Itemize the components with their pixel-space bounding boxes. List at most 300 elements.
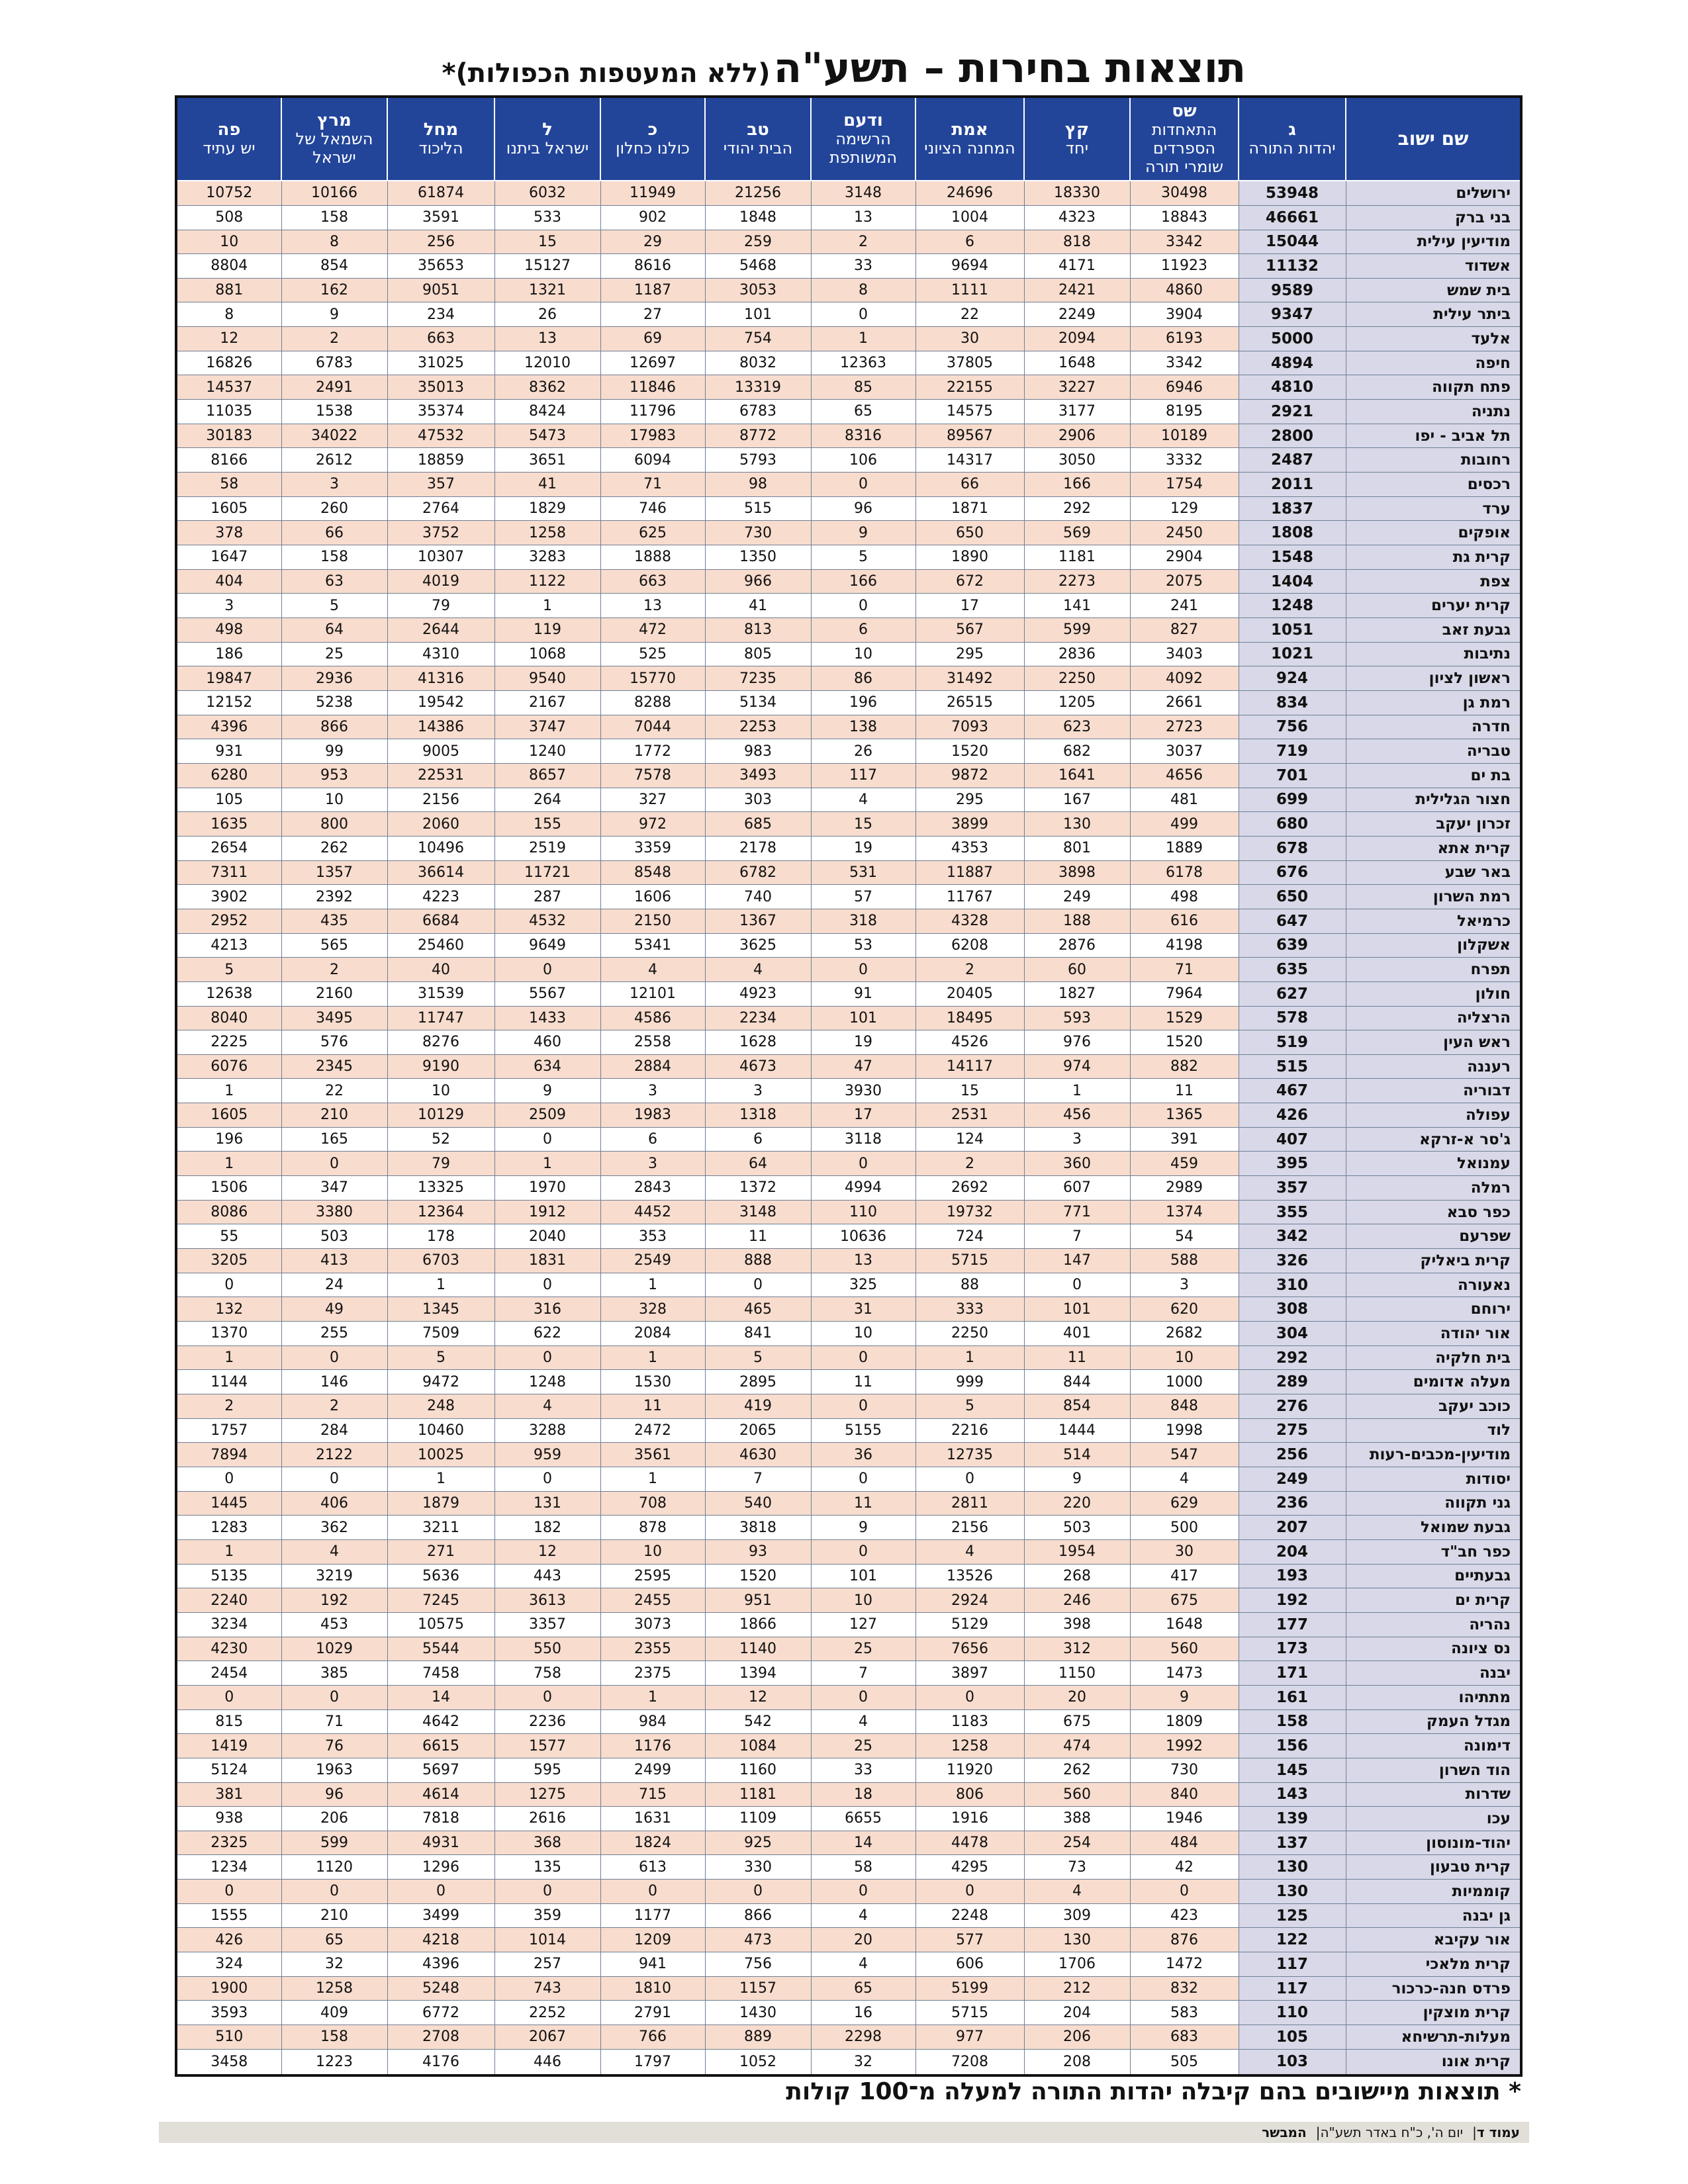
- votes-cell: 106: [811, 448, 915, 473]
- votes-cell: 841: [705, 1322, 811, 1346]
- town-name-cell: קרית מוצקין: [1346, 2001, 1521, 2025]
- votes-cell: 758: [494, 1661, 600, 1686]
- votes-cell: 25460: [387, 933, 494, 958]
- votes-cell: 357: [387, 473, 494, 497]
- votes-cell: 0: [387, 1880, 494, 1904]
- utj-votes-cell: 9589: [1239, 278, 1346, 302]
- utj-votes-cell: 275: [1239, 1418, 1346, 1443]
- votes-cell: 60: [1024, 958, 1130, 982]
- votes-cell: 4396: [176, 715, 281, 739]
- votes-cell: 32: [811, 2049, 915, 2075]
- votes-cell: 10636: [811, 1224, 915, 1249]
- votes-cell: 435: [281, 909, 387, 933]
- votes-cell: 71: [1130, 958, 1239, 982]
- town-name-cell: גבעת זאב: [1346, 618, 1521, 643]
- votes-cell: 1160: [705, 1758, 811, 1782]
- town-name-cell: ביתר עילית: [1346, 302, 1521, 327]
- votes-cell: 15127: [494, 254, 600, 279]
- utj-votes-cell: 1548: [1239, 545, 1346, 570]
- votes-cell: 2936: [281, 666, 387, 691]
- votes-cell: 1283: [176, 1516, 281, 1540]
- votes-cell: 754: [705, 327, 811, 351]
- votes-cell: 818: [1024, 230, 1130, 254]
- votes-cell: 4452: [600, 1200, 705, 1224]
- votes-cell: 6: [600, 1127, 705, 1152]
- votes-cell: 220: [1024, 1491, 1130, 1516]
- votes-cell: 3403: [1130, 642, 1239, 666]
- votes-cell: 130: [1024, 812, 1130, 837]
- votes-cell: 16: [811, 2001, 915, 2025]
- votes-cell: 844: [1024, 1370, 1130, 1394]
- table-row: [176, 1588, 1521, 1613]
- town-name-cell: נאעורה: [1346, 1273, 1521, 1297]
- votes-cell: 423: [1130, 1903, 1239, 1928]
- votes-cell: 715: [600, 1782, 705, 1807]
- votes-cell: 2234: [705, 1006, 811, 1030]
- votes-cell: 5134: [705, 690, 811, 715]
- votes-cell: 426: [176, 1928, 281, 1952]
- votes-cell: 10460: [387, 1418, 494, 1443]
- votes-cell: 2075: [1130, 569, 1239, 594]
- votes-cell: 0: [281, 1467, 387, 1491]
- votes-cell: 533: [494, 205, 600, 230]
- votes-cell: 2531: [915, 1103, 1024, 1128]
- votes-cell: 256: [387, 230, 494, 254]
- votes-cell: 1647: [176, 545, 281, 570]
- table-row: [176, 981, 1521, 1006]
- votes-cell: 1367: [705, 909, 811, 933]
- votes-cell: 806: [915, 1782, 1024, 1807]
- votes-cell: 832: [1130, 1976, 1239, 2001]
- table-row: [176, 2025, 1521, 2050]
- town-name-cell: לוד: [1346, 1418, 1521, 1443]
- votes-cell: 91: [811, 981, 915, 1006]
- votes-cell: 453: [281, 1612, 387, 1637]
- votes-cell: 206: [281, 1807, 387, 1831]
- town-name-cell: בת ים: [1346, 763, 1521, 788]
- table-row: [176, 1734, 1521, 1758]
- votes-cell: 813: [705, 618, 811, 643]
- votes-cell: 9694: [915, 254, 1024, 279]
- votes-cell: 208: [1024, 2049, 1130, 2075]
- votes-cell: 0: [494, 1127, 600, 1152]
- votes-cell: 25: [811, 1637, 915, 1661]
- votes-cell: 1879: [387, 1491, 494, 1516]
- votes-cell: 0: [281, 1685, 387, 1709]
- utj-votes-cell: 650: [1239, 885, 1346, 909]
- utj-votes-cell: 756: [1239, 715, 1346, 739]
- table-row: [176, 1831, 1521, 1855]
- votes-cell: 0: [176, 1273, 281, 1297]
- utj-votes-cell: 647: [1239, 909, 1346, 933]
- votes-cell: 2904: [1130, 545, 1239, 570]
- votes-cell: 1530: [600, 1370, 705, 1394]
- votes-cell: 3625: [705, 933, 811, 958]
- utj-votes-cell: 701: [1239, 763, 1346, 788]
- votes-cell: 3148: [705, 1200, 811, 1224]
- town-name-cell: קרית אתא: [1346, 836, 1521, 860]
- votes-cell: 1144: [176, 1370, 281, 1394]
- table-row: [176, 181, 1521, 205]
- table-row: [176, 1418, 1521, 1443]
- votes-cell: 22155: [915, 375, 1024, 400]
- town-name-cell: תפרח: [1346, 958, 1521, 982]
- title-sub: (ללא המעטפות הכפולות)*: [442, 58, 771, 89]
- votes-cell: 2040: [494, 1224, 600, 1249]
- votes-cell: 2558: [600, 1030, 705, 1055]
- votes-cell: 1641: [1024, 763, 1130, 788]
- town-name-cell: נתיבות: [1346, 642, 1521, 666]
- votes-cell: 1555: [176, 1903, 281, 1928]
- votes-cell: 2836: [1024, 642, 1130, 666]
- votes-cell: 271: [387, 1539, 494, 1564]
- votes-cell: 1706: [1024, 1952, 1130, 1977]
- votes-cell: 8086: [176, 1200, 281, 1224]
- votes-cell: 2250: [915, 1322, 1024, 1346]
- votes-cell: 2708: [387, 2025, 494, 2050]
- votes-cell: 33: [811, 254, 915, 279]
- votes-cell: 902: [600, 205, 705, 230]
- votes-cell: 1120: [281, 1855, 387, 1880]
- town-name-cell: בית חלקיה: [1346, 1345, 1521, 1370]
- votes-cell: 11949: [600, 181, 705, 205]
- utj-votes-cell: 276: [1239, 1394, 1346, 1419]
- table-row: [176, 1249, 1521, 1273]
- votes-cell: 2273: [1024, 569, 1130, 594]
- table-row: [176, 1564, 1521, 1588]
- votes-cell: 19: [811, 1030, 915, 1055]
- votes-cell: 542: [705, 1709, 811, 1734]
- votes-cell: 18: [811, 1782, 915, 1807]
- votes-cell: 4: [494, 1394, 600, 1419]
- votes-cell: 866: [281, 715, 387, 739]
- town-name-cell: ירושלים: [1346, 181, 1521, 205]
- votes-cell: 1177: [600, 1903, 705, 1928]
- votes-cell: 7656: [915, 1637, 1024, 1661]
- votes-cell: 983: [705, 739, 811, 764]
- votes-cell: 3651: [494, 448, 600, 473]
- town-name-cell: הוד השרון: [1346, 1758, 1521, 1782]
- votes-cell: 4213: [176, 933, 281, 958]
- footer-brand: המבשר: [1262, 2124, 1307, 2140]
- utj-votes-cell: 110: [1239, 2001, 1346, 2025]
- votes-cell: 2595: [600, 1564, 705, 1588]
- votes-cell: 484: [1130, 1831, 1239, 1855]
- votes-cell: 178: [387, 1224, 494, 1249]
- votes-cell: 3593: [176, 2001, 281, 2025]
- votes-cell: 15: [915, 1079, 1024, 1103]
- votes-cell: 31025: [387, 351, 494, 375]
- votes-cell: 4642: [387, 1709, 494, 1734]
- results-table: [175, 95, 1523, 2077]
- table-row: [176, 496, 1521, 521]
- votes-cell: 481: [1130, 788, 1239, 812]
- utj-votes-cell: 192: [1239, 1588, 1346, 1613]
- votes-cell: 2: [915, 1152, 1024, 1176]
- votes-cell: 17: [811, 1103, 915, 1128]
- votes-cell: 1757: [176, 1418, 281, 1443]
- votes-cell: 210: [281, 1103, 387, 1128]
- votes-cell: 4: [915, 1539, 1024, 1564]
- votes-cell: 353: [600, 1224, 705, 1249]
- votes-cell: 6280: [176, 763, 281, 788]
- votes-cell: 3898: [1024, 860, 1130, 885]
- votes-cell: 984: [600, 1709, 705, 1734]
- votes-cell: 953: [281, 763, 387, 788]
- votes-cell: 1318: [705, 1103, 811, 1128]
- votes-cell: 8288: [600, 690, 705, 715]
- votes-cell: 2325: [176, 1831, 281, 1855]
- table-row: [176, 545, 1521, 570]
- votes-cell: 14537: [176, 375, 281, 400]
- votes-cell: 182: [494, 1516, 600, 1540]
- votes-cell: 9: [494, 1079, 600, 1103]
- votes-cell: 10129: [387, 1103, 494, 1128]
- town-name-cell: אור יהודה: [1346, 1322, 1521, 1346]
- votes-cell: 18843: [1130, 205, 1239, 230]
- utj-votes-cell: 1051: [1239, 618, 1346, 643]
- votes-cell: 510: [176, 2025, 281, 2050]
- votes-cell: 8362: [494, 375, 600, 400]
- town-name-cell: עמנואל: [1346, 1152, 1521, 1176]
- votes-cell: 2094: [1024, 327, 1130, 351]
- utj-votes-cell: 395: [1239, 1152, 1346, 1176]
- votes-cell: 7458: [387, 1661, 494, 1686]
- votes-cell: 9: [281, 302, 387, 327]
- votes-cell: 32: [281, 1952, 387, 1977]
- votes-cell: 206: [1024, 2025, 1130, 2050]
- table-row: [176, 448, 1521, 473]
- town-name-cell: חולון: [1346, 981, 1521, 1006]
- table-row: [176, 1200, 1521, 1224]
- votes-cell: 0: [705, 1880, 811, 1904]
- table-row: [176, 327, 1521, 351]
- votes-cell: 1473: [1130, 1661, 1239, 1686]
- town-name-cell: פרדס חנה-כרכור: [1346, 1976, 1521, 2001]
- votes-cell: 499: [1130, 812, 1239, 837]
- table-row: [176, 1758, 1521, 1782]
- votes-cell: 2924: [915, 1588, 1024, 1613]
- votes-cell: 3357: [494, 1612, 600, 1637]
- town-name-cell: בית שמש: [1346, 278, 1521, 302]
- votes-cell: 976: [1024, 1030, 1130, 1055]
- utj-votes-cell: 46661: [1239, 205, 1346, 230]
- votes-cell: 132: [176, 1297, 281, 1322]
- page-footer: עמוד ד|יום ה', כ"ח באדר תשע"ה|המבשר: [159, 2122, 1529, 2143]
- votes-cell: 1372: [705, 1176, 811, 1201]
- votes-cell: 4: [600, 958, 705, 982]
- table-row: [176, 1539, 1521, 1564]
- votes-cell: 6783: [705, 400, 811, 424]
- votes-cell: 4230: [176, 1637, 281, 1661]
- votes-cell: 65: [811, 400, 915, 424]
- votes-cell: 1176: [600, 1734, 705, 1758]
- utj-votes-cell: 122: [1239, 1928, 1346, 1952]
- votes-cell: 5715: [915, 2001, 1024, 2025]
- votes-cell: 11796: [600, 400, 705, 424]
- utj-votes-cell: 1021: [1239, 642, 1346, 666]
- votes-cell: 1472: [1130, 1952, 1239, 1977]
- town-name-cell: אלעד: [1346, 327, 1521, 351]
- votes-cell: 2454: [176, 1661, 281, 1686]
- votes-cell: 10189: [1130, 424, 1239, 448]
- utj-votes-cell: 2800: [1239, 424, 1346, 448]
- votes-cell: 167: [1024, 788, 1130, 812]
- utj-votes-cell: 467: [1239, 1079, 1346, 1103]
- votes-cell: 1430: [705, 2001, 811, 2025]
- votes-cell: 248: [387, 1394, 494, 1419]
- table-row: [176, 1176, 1521, 1201]
- votes-cell: 1871: [915, 496, 1024, 521]
- votes-cell: 2156: [387, 788, 494, 812]
- town-name-cell: עכו: [1346, 1807, 1521, 1831]
- votes-cell: 0: [1130, 1880, 1239, 1904]
- votes-cell: 1520: [1130, 1030, 1239, 1055]
- votes-cell: 312: [1024, 1637, 1130, 1661]
- votes-cell: 743: [494, 1976, 600, 2001]
- title-main: תוצאות בחירות – תשע"ה: [773, 44, 1246, 92]
- votes-cell: 419: [705, 1394, 811, 1419]
- votes-cell: 1520: [705, 1564, 811, 1588]
- votes-cell: 1: [176, 1539, 281, 1564]
- votes-cell: 966: [705, 569, 811, 594]
- votes-cell: 498: [176, 618, 281, 643]
- votes-cell: 18495: [915, 1006, 1024, 1030]
- votes-cell: 6655: [811, 1807, 915, 1831]
- votes-cell: 4396: [387, 1952, 494, 1977]
- votes-cell: 316: [494, 1297, 600, 1322]
- votes-cell: 7235: [705, 666, 811, 691]
- votes-cell: 8166: [176, 448, 281, 473]
- utj-votes-cell: 161: [1239, 1685, 1346, 1709]
- votes-cell: 19847: [176, 666, 281, 691]
- utj-votes-cell: 2921: [1239, 400, 1346, 424]
- footer-date: יום ה', כ"ח באדר תשע"ה: [1320, 2124, 1464, 2140]
- utj-votes-cell: 204: [1239, 1539, 1346, 1564]
- votes-cell: 388: [1024, 1807, 1130, 1831]
- votes-cell: 766: [600, 2025, 705, 2050]
- votes-cell: 6772: [387, 2001, 494, 2025]
- votes-cell: 88: [915, 1273, 1024, 1297]
- utj-votes-cell: 578: [1239, 1006, 1346, 1030]
- votes-cell: 1419: [176, 1734, 281, 1758]
- table-row: [176, 690, 1521, 715]
- town-name-cell: תל אביב - יפו: [1346, 424, 1521, 448]
- votes-cell: 2122: [281, 1443, 387, 1467]
- votes-cell: 8032: [705, 351, 811, 375]
- votes-cell: 19542: [387, 690, 494, 715]
- votes-cell: 2612: [281, 448, 387, 473]
- votes-cell: 101: [1024, 1297, 1130, 1322]
- votes-cell: 1258: [915, 1734, 1024, 1758]
- votes-cell: 12: [494, 1539, 600, 1564]
- votes-cell: 10166: [281, 181, 387, 205]
- votes-cell: 292: [1024, 496, 1130, 521]
- votes-cell: 2519: [494, 836, 600, 860]
- votes-cell: 17983: [600, 424, 705, 448]
- votes-cell: 6782: [705, 860, 811, 885]
- votes-cell: 1797: [600, 2049, 705, 2075]
- utj-votes-cell: 177: [1239, 1612, 1346, 1637]
- votes-cell: 4: [1024, 1880, 1130, 1904]
- votes-cell: 1946: [1130, 1807, 1239, 1831]
- votes-cell: 29: [600, 230, 705, 254]
- votes-cell: 26: [494, 302, 600, 327]
- utj-votes-cell: 635: [1239, 958, 1346, 982]
- votes-cell: 2: [281, 327, 387, 351]
- table-row: [176, 521, 1521, 545]
- table-row: [176, 788, 1521, 812]
- votes-cell: 158: [281, 205, 387, 230]
- table-row: [176, 569, 1521, 594]
- votes-cell: 4353: [915, 836, 1024, 860]
- votes-cell: 888: [705, 1249, 811, 1273]
- votes-cell: 1648: [1130, 1612, 1239, 1637]
- table-row: [176, 1880, 1521, 1904]
- utj-votes-cell: 519: [1239, 1030, 1346, 1055]
- town-name-cell: רמת גן: [1346, 690, 1521, 715]
- votes-cell: 560: [1024, 1782, 1130, 1807]
- votes-cell: 514: [1024, 1443, 1130, 1467]
- votes-cell: 1445: [176, 1491, 281, 1516]
- votes-cell: 599: [281, 1831, 387, 1855]
- votes-cell: 2661: [1130, 690, 1239, 715]
- votes-cell: 1577: [494, 1734, 600, 1758]
- votes-cell: 26: [811, 739, 915, 764]
- votes-cell: 18859: [387, 448, 494, 473]
- votes-cell: 1394: [705, 1661, 811, 1686]
- votes-cell: 65: [811, 1976, 915, 2001]
- votes-cell: 4532: [494, 909, 600, 933]
- table-row: [176, 278, 1521, 302]
- votes-cell: 20405: [915, 981, 1024, 1006]
- votes-cell: 166: [1024, 473, 1130, 497]
- votes-cell: 756: [705, 1952, 811, 1977]
- votes-cell: 295: [915, 642, 1024, 666]
- votes-cell: 24696: [915, 181, 1024, 205]
- votes-cell: 503: [1024, 1516, 1130, 1540]
- votes-cell: 0: [915, 1685, 1024, 1709]
- votes-cell: 10: [387, 1079, 494, 1103]
- votes-cell: 1970: [494, 1176, 600, 1201]
- votes-cell: 391: [1130, 1127, 1239, 1152]
- votes-cell: 0: [811, 302, 915, 327]
- votes-cell: 1111: [915, 278, 1024, 302]
- votes-cell: 64: [705, 1152, 811, 1176]
- votes-cell: 4478: [915, 1831, 1024, 1855]
- votes-cell: 613: [600, 1855, 705, 1880]
- votes-cell: 1831: [494, 1249, 600, 1273]
- votes-cell: 1809: [1130, 1709, 1239, 1734]
- votes-cell: 672: [915, 569, 1024, 594]
- column-header-town: שם ישוב: [1346, 97, 1521, 181]
- utj-votes-cell: 256: [1239, 1443, 1346, 1467]
- votes-cell: 6032: [494, 181, 600, 205]
- column-header-party: אמת המחנה הציוני: [915, 97, 1024, 181]
- votes-cell: 876: [1130, 1928, 1239, 1952]
- votes-cell: 14317: [915, 448, 1024, 473]
- votes-cell: 1240: [494, 739, 600, 764]
- votes-cell: 6: [811, 618, 915, 643]
- votes-cell: 1258: [494, 521, 600, 545]
- votes-cell: 2392: [281, 885, 387, 909]
- votes-cell: 3561: [600, 1443, 705, 1467]
- votes-cell: 1258: [281, 1976, 387, 2001]
- votes-cell: 10025: [387, 1443, 494, 1467]
- table-row: [176, 1030, 1521, 1055]
- votes-cell: 1: [387, 1273, 494, 1297]
- table-row: [176, 666, 1521, 691]
